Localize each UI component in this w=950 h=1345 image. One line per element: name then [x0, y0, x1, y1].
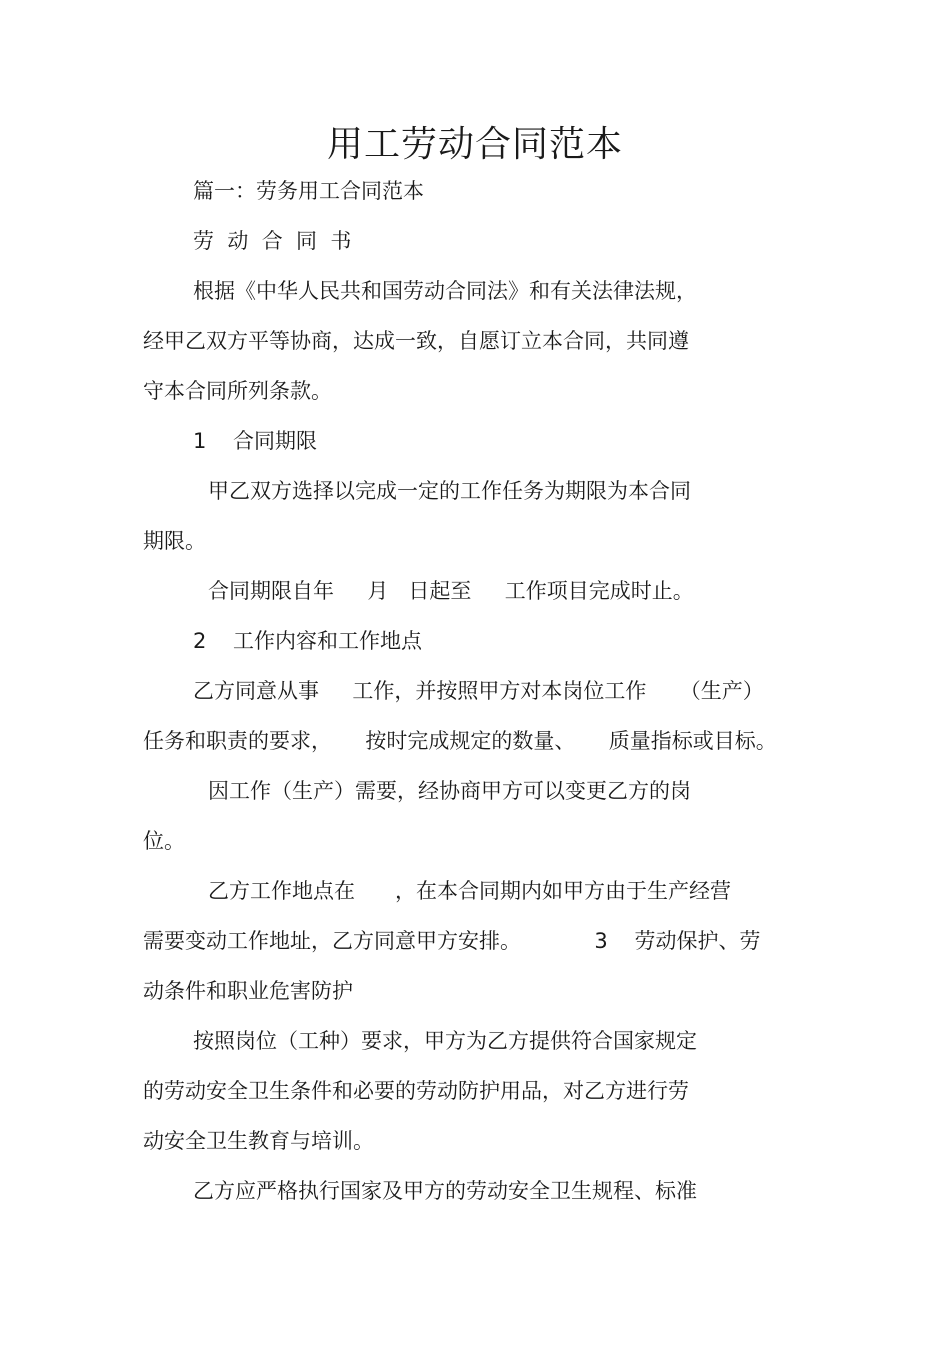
- paragraph-line: 乙方同意从事 工作，并按照甲方对本岗位工作 （生产）: [193, 679, 764, 703]
- paragraph-line: 乙方工作地点在 ，在本合同期内如甲方由于生产经营: [208, 879, 732, 903]
- paragraph-line: 甲乙双方选择以完成一定的工作任务为期限为本合同: [208, 479, 691, 503]
- document-title: 用工劳动合同范本: [326, 124, 623, 165]
- paragraph-line: 动条件和职业危害防护: [143, 979, 353, 1003]
- clause-heading: 2 工作内容和工作地点: [193, 629, 423, 653]
- paragraph-line: 期限。: [143, 529, 206, 553]
- paragraph-line: 位。: [143, 829, 185, 853]
- paragraph-line: 守本合同所列条款。: [143, 379, 332, 403]
- paragraph-line: 需要变动工作地址，乙方同意甲方安排。 3 劳动保护、劳: [143, 929, 761, 953]
- paragraph-line: 合同期限自年 月 日起至 工作项目完成时止。: [208, 579, 694, 603]
- paragraph-line: 因工作（生产）需要，经协商甲方可以变更乙方的岗: [208, 779, 691, 803]
- paragraph-line: 乙方应严格执行国家及甲方的劳动安全卫生规程、标准: [193, 1179, 697, 1203]
- paragraph-line: 根据《中华人民共和国劳动合同法》和有关法律法规，: [193, 279, 697, 303]
- paragraph-line: 任务和职责的要求， 按时完成规定的数量、 质量指标或目标。: [143, 729, 777, 753]
- paragraph-line: 动安全卫生教育与培训。: [143, 1129, 374, 1153]
- paragraph-line: 的劳动安全卫生条件和必要的劳动防护用品，对乙方进行劳: [143, 1079, 689, 1103]
- section-heading: 篇一：劳务用工合同范本: [193, 179, 424, 203]
- paragraph-line: 经甲乙双方平等协商，达成一致，自愿订立本合同，共同遵: [143, 329, 689, 353]
- contract-heading: 劳 动 合 同 书: [193, 229, 352, 253]
- clause-heading: 1 合同期限: [193, 429, 318, 453]
- paragraph-line: 按照岗位（工种）要求，甲方为乙方提供符合国家规定: [193, 1029, 697, 1053]
